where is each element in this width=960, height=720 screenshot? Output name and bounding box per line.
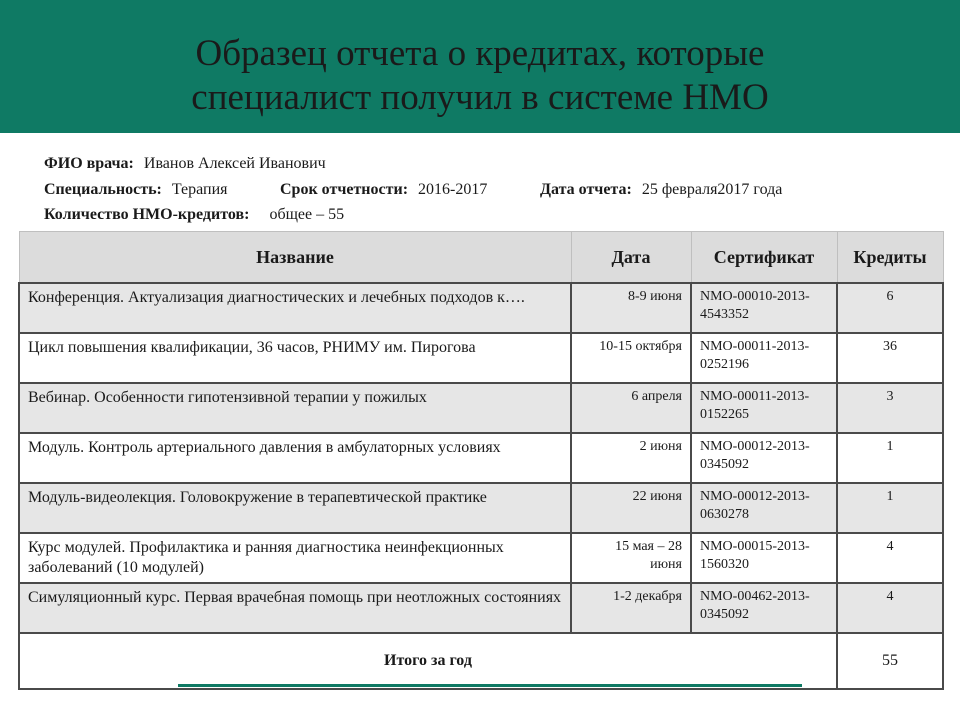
table-row [19, 483, 943, 533]
row-credits: 36 [837, 333, 943, 383]
table-row [19, 383, 943, 433]
row-name: Курс модулей. Профилактика и ранняя диагностика неинфекционных заболеваний (10 модулей) [19, 533, 571, 583]
row-certificate: NMO-00010-2013-4543352 [691, 283, 837, 333]
row-credits: 1 [837, 433, 943, 483]
specialty-line [44, 181, 228, 199]
doctor-name-value: Иванов Алексей Иванович [143, 155, 326, 172]
row-name: Симуляционный курс. Первая врачебная помощь при неотложных состояниях [19, 583, 571, 633]
row-certificate: NMO-00011-2013-0252196 [691, 333, 837, 383]
row-name: Модуль. Контроль артериального давления в амбулаторных условиях [19, 433, 571, 483]
credits-table [18, 231, 944, 690]
table-row [19, 533, 943, 583]
row-name: Конференция. Актуализация диагностических и лечебных подходов к…. [19, 283, 571, 333]
specialty-value: Терапия [171, 181, 228, 198]
doctor-name-line [44, 155, 326, 173]
total-row [19, 633, 943, 689]
row-name: Модуль-видеолекция. Головокружение в терапевтической практике [19, 483, 571, 533]
column-header-credits: Кредиты [837, 232, 943, 284]
row-certificate: NMO-00012-2013-0345092 [691, 433, 837, 483]
column-header-date: Дата [571, 232, 691, 284]
row-date: 15 мая – 28 июня [571, 533, 691, 583]
row-date: 1-2 декабря [571, 583, 691, 633]
row-name: Цикл повышения квалификации, 36 часов, РНИМУ им. Пирогова [19, 333, 571, 383]
row-credits: 6 [837, 283, 943, 333]
period-value: 2016-2017 [418, 181, 488, 198]
row-certificate: NMO-00462-2013-0345092 [691, 583, 837, 633]
report-date-label: Дата отчета: [540, 181, 632, 198]
table-row [19, 433, 943, 483]
total-label: Итого за год [19, 633, 837, 689]
row-certificate: NMO-00012-2013-0630278 [691, 483, 837, 533]
total-value: 55 [837, 633, 943, 689]
row-certificate: NMO-00011-2013-0152265 [691, 383, 837, 433]
row-credits: 4 [837, 533, 943, 583]
period-line [280, 181, 487, 199]
row-date: 2 июня [571, 433, 691, 483]
period-label: Срок отчетности: [280, 181, 409, 198]
page-title [0, 32, 960, 120]
row-date: 8-9 июня [571, 283, 691, 333]
table-header-row [19, 232, 943, 284]
column-header-name: Название [19, 232, 571, 284]
row-date: 22 июня [571, 483, 691, 533]
title-line-2: специалист получил в системе НМО [191, 77, 769, 118]
table-row [19, 333, 943, 383]
row-name: Вебинар. Особенности гипотензивной терапии у пожилых [19, 383, 571, 433]
table-row [19, 583, 943, 633]
row-certificate: NMO-00015-2013-1560320 [691, 533, 837, 583]
credits-count-label: Количество НМО-кредитов: [44, 206, 250, 223]
row-credits: 4 [837, 583, 943, 633]
credits-count-value: общее – 55 [269, 206, 345, 223]
report-date-value: 25 февраля2017 года [641, 181, 783, 198]
row-date: 10-15 октября [571, 333, 691, 383]
footer-divider [178, 684, 802, 687]
doctor-name-label: ФИО врача: [44, 155, 134, 172]
row-credits: 1 [837, 483, 943, 533]
table-row [19, 283, 943, 333]
row-credits: 3 [837, 383, 943, 433]
specialty-label: Специальность: [44, 181, 162, 198]
report-date-line [540, 181, 782, 199]
row-date: 6 апреля [571, 383, 691, 433]
column-header-certificate: Сертификат [691, 232, 837, 284]
title-line-1: Образец отчета о кредитах, которые [195, 33, 765, 74]
credits-count-line [44, 206, 344, 224]
